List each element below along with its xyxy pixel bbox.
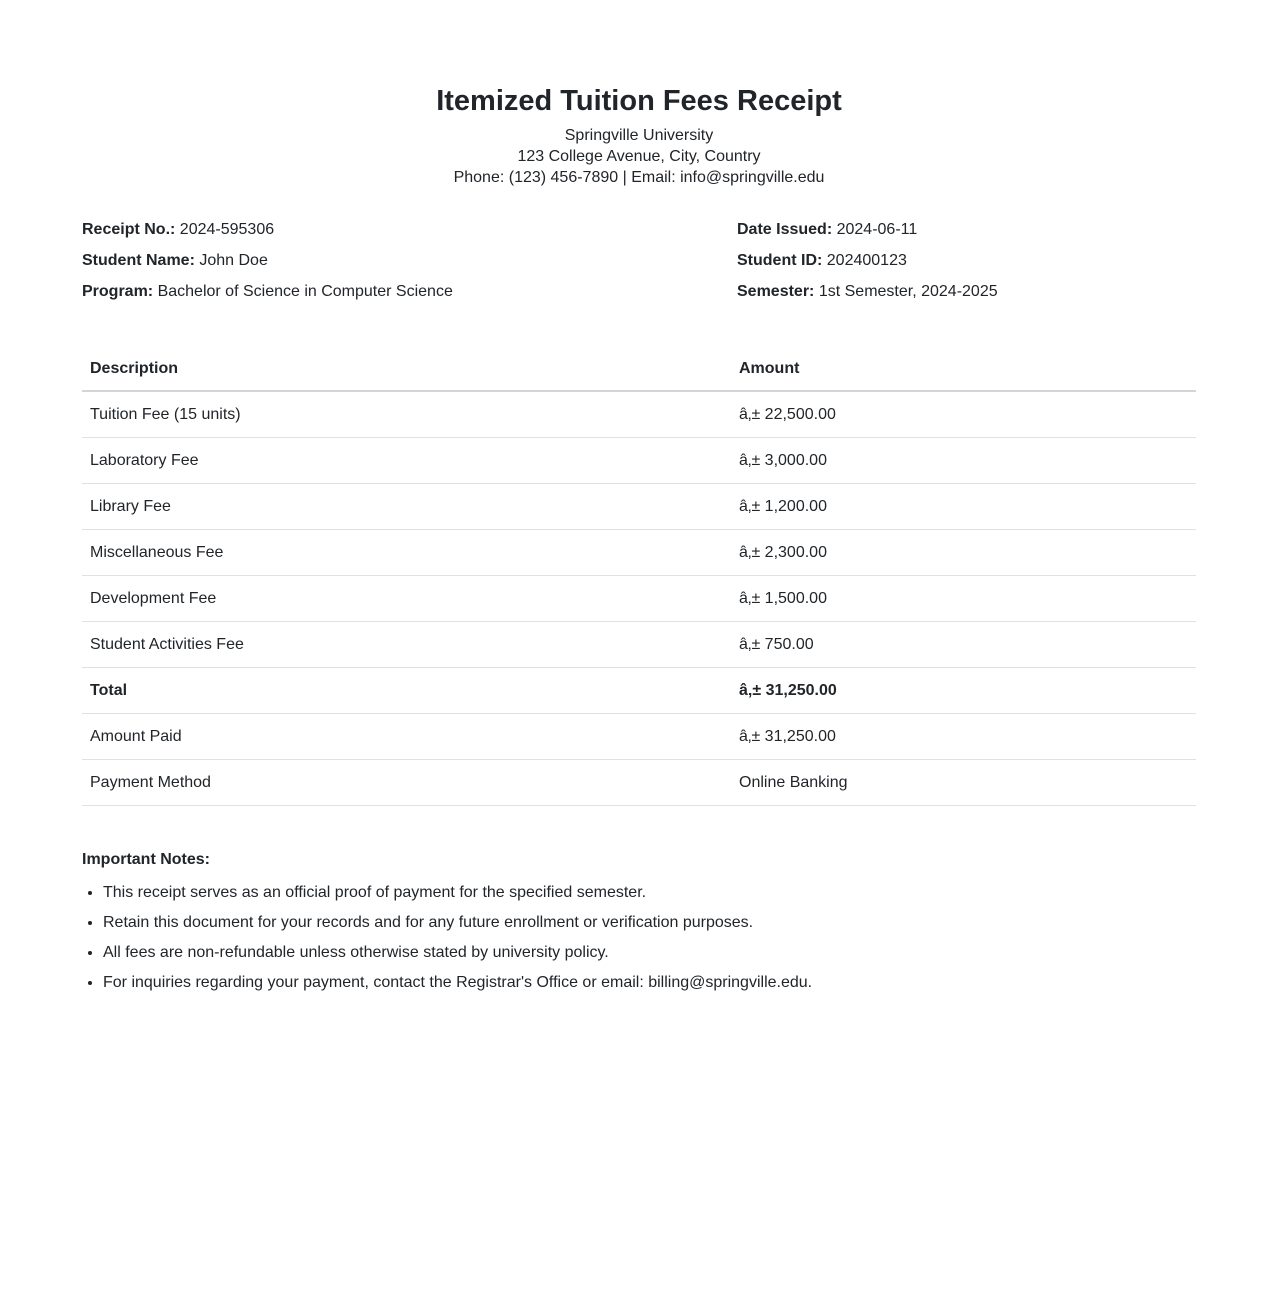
page-title: Itemized Tuition Fees Receipt (436, 85, 842, 117)
receipt-header (82, 84, 1196, 188)
receipt-info-right (737, 220, 1196, 313)
student-id-value: 202400123 (826, 252, 907, 269)
fee-amount-cell: Online Banking (731, 760, 1196, 806)
receipt-info (82, 220, 1196, 313)
table-row (82, 760, 1196, 806)
fee-amount-cell: â‚± 22,500.00 (731, 391, 1196, 438)
table-row (82, 668, 1196, 714)
notes-list (82, 883, 1196, 992)
fee-amount-cell: â‚± 31,250.00 (731, 714, 1196, 760)
student-name-label: Student Name: (82, 252, 195, 269)
fee-description-cell: Student Activities Fee (82, 622, 731, 668)
fee-description-cell: Total (82, 668, 731, 714)
notes-heading: Important Notes: (82, 851, 210, 868)
student-id-row (737, 251, 1196, 270)
university-address: 123 College Avenue, City, Country (517, 148, 761, 165)
date-issued-label: Date Issued: (737, 221, 833, 238)
fee-description-cell: Laboratory Fee (82, 438, 731, 484)
date-issued-row (737, 220, 1196, 239)
student-name-row (82, 251, 737, 270)
amount-column-header: Amount (731, 347, 1196, 391)
fees-header-row (82, 347, 1196, 391)
program-row (82, 282, 737, 301)
semester-row (737, 282, 1196, 301)
fees-table (82, 347, 1196, 806)
note-item: • For inquiries regarding your payment, contact the Registrar's Office or email: billing@springville.edu. (103, 973, 1196, 992)
program-label: Program: (82, 283, 154, 300)
fee-description-cell: Miscellaneous Fee (82, 530, 731, 576)
note-item: • This receipt serves as an official proof of payment for the specified semester. (103, 883, 1196, 902)
fees-table-body (82, 391, 1196, 806)
fee-amount-cell: â‚± 31,250.00 (731, 668, 1196, 714)
fee-amount-cell: â‚± 2,300.00 (731, 530, 1196, 576)
table-row (82, 391, 1196, 438)
program-value: Bachelor of Science in Computer Science (157, 283, 453, 300)
fee-description-cell: Payment Method (82, 760, 731, 806)
table-row (82, 530, 1196, 576)
fee-amount-cell: â‚± 3,000.00 (731, 438, 1196, 484)
receipt-number-row (82, 220, 737, 239)
important-notes-section (82, 850, 1196, 992)
receipt-number-label: Receipt No.: (82, 221, 176, 238)
table-row (82, 714, 1196, 760)
note-item: • All fees are non-refundable unless otherwise stated by university policy. (103, 943, 1196, 962)
fee-amount-cell: â‚± 1,200.00 (731, 484, 1196, 530)
university-contact: Phone: (123) 456-7890 | Email: info@springville.edu (453, 169, 825, 186)
semester-value: 1st Semester, 2024-2025 (818, 283, 998, 300)
date-issued-value: 2024-06-11 (836, 221, 918, 238)
fee-description-cell: Development Fee (82, 576, 731, 622)
table-row (82, 438, 1196, 484)
receipt-number-value: 2024-595306 (179, 221, 275, 238)
fee-description-cell: Library Fee (82, 484, 731, 530)
semester-label: Semester: (737, 283, 815, 300)
table-row (82, 576, 1196, 622)
fee-description-cell: Tuition Fee (15 units) (82, 391, 731, 438)
fee-amount-cell: â‚± 750.00 (731, 622, 1196, 668)
fee-description-cell: Amount Paid (82, 714, 731, 760)
description-column-header: Description (82, 347, 731, 391)
table-row (82, 622, 1196, 668)
student-id-label: Student ID: (737, 252, 823, 269)
university-name: Springville University (564, 127, 714, 144)
fee-amount-cell: â‚± 1,500.00 (731, 576, 1196, 622)
student-name-value: John Doe (199, 252, 268, 269)
note-item: • Retain this document for your records and for any future enrollment or verification purposes. (103, 913, 1196, 932)
receipt-info-left (82, 220, 737, 313)
table-row (82, 484, 1196, 530)
fees-table-head (82, 347, 1196, 391)
